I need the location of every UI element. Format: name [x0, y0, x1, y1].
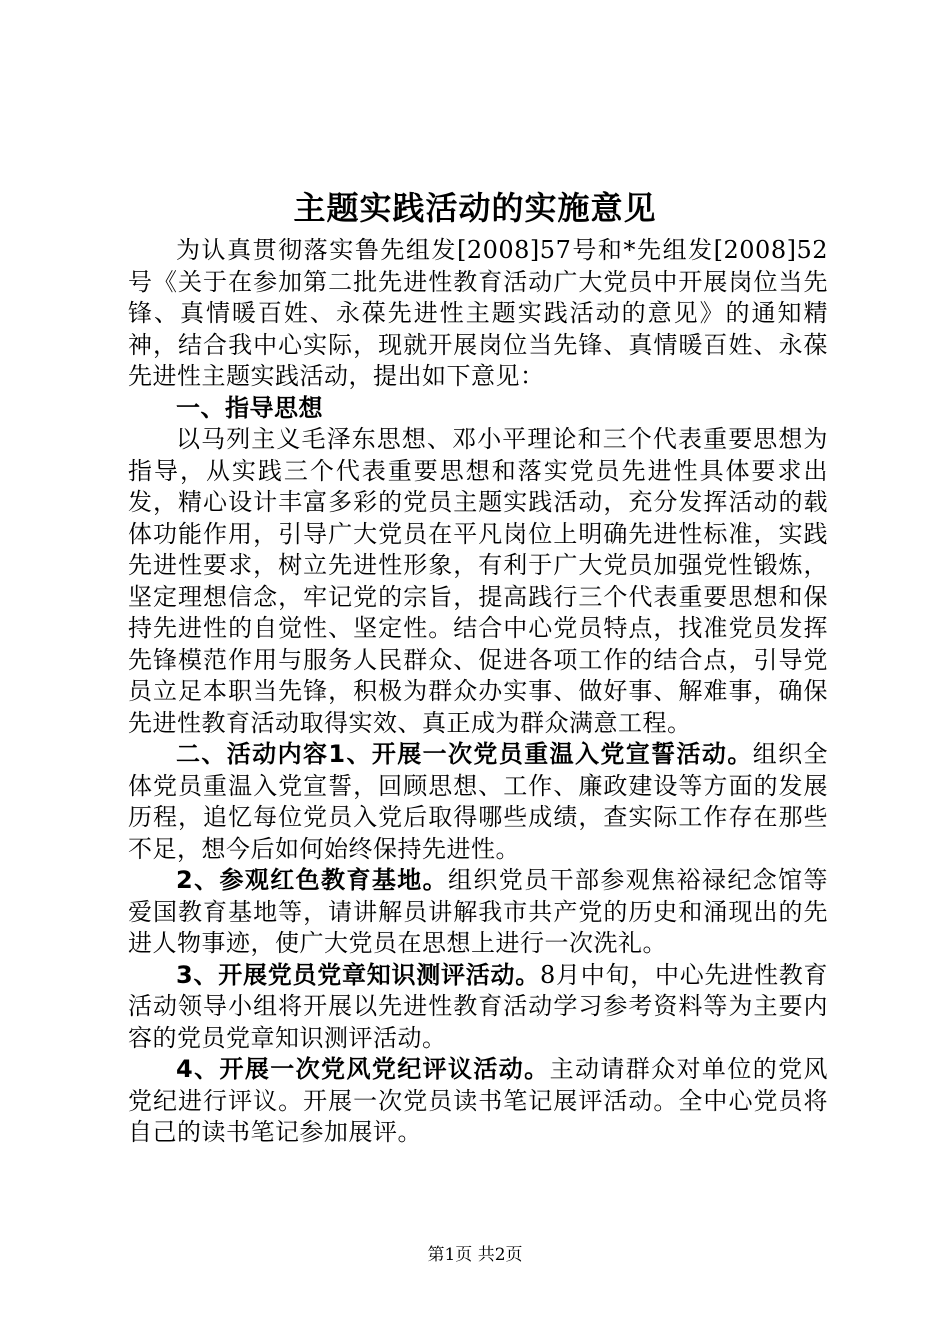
activity-content-heading: 二、活动内容1、开展一次党员重温入党宣誓活动。 [176, 740, 753, 768]
document-body [128, 235, 828, 1149]
item-2-paragraph [128, 865, 828, 960]
guiding-thought-paragraph: 以马列主义毛泽东思想、邓小平理论和三个代表重要思想为指导，从实践三个代表重要思想和落实党员先进性具体要求出发，精心设计丰富多彩的党员主题实践活动，充分发挥活动的载体功能作用，引导广大党员在平凡岗位上明确先进性标准，实践先进性要求，树立先进性形象，有利于广大党员加强党性锻炼，坚定理想信念，牢记党的宗旨，提高践行三个代表重要思想和保持先进性的自觉性、坚定性。结合中心党员特点，找准党员发挥先锋模范作用与服务人民群众、促进各项工作的结合点，引导党员立足本职当先锋，积极为群众办实事、做好事、解难事，确保先进性教育活动取得实效、真正成为群众满意工程。 [128, 425, 828, 737]
item-3-text: 8月中旬，中心先进性教育活动领导小组将开展以先进性教育活动学习参考资料等为主要内容的党员党章知识测评活动。 [128, 960, 828, 1052]
item-4-text: 主动请群众对单位的党风党纪进行评议。开展一次党员读书笔记展评活动。全中心党员将自己的读书笔记参加展评。 [128, 1055, 828, 1146]
item-3-paragraph [128, 960, 828, 1055]
activity-content-paragraph [128, 739, 828, 865]
section-heading-text: 一、指导思想 [176, 393, 323, 422]
intro-paragraph: 为认真贯彻落实鲁先组发[2008]57号和*先组发[2008]52号《关于在参加第二批先进性教育活动广大党员中开展岗位当先锋、真情暖百姓、永葆先进性主题实践活动的意见》的通知精神，结合我中心实际，现就开展岗位当先锋、真情暖百姓、永葆先进性主题实践活动，提出如下意见： [128, 236, 828, 390]
item-4-heading: 4、开展一次党风党纪评议活动。 [176, 1055, 550, 1083]
item-2-heading: 2、参观红色教育基地。 [176, 866, 449, 894]
item-3-heading: 3、开展党员党章知识测评活动。 [176, 960, 540, 989]
activity-content-text: 组织全体党员重温入党宣誓，回顾思想、工作、廉政建设等方面的发展历程，追忆每位党员入党后取得哪些成绩，查实际工作存在那些不足，想今后如何始终保持先进性。 [128, 740, 829, 863]
document-title: 主题实践活动的实施意见 [293, 189, 657, 227]
page-footer: 第1页 共2页 [427, 1245, 523, 1265]
item-2-text: 组织党员干部参观焦裕禄纪念馆等爱国教育基地等，请讲解员讲解我市共产党的历史和涌现出的先进人物事迹，使广大党员在思想上进行一次洗礼。 [128, 866, 829, 957]
section-heading-guiding-thought [128, 393, 828, 425]
item-4-paragraph [128, 1054, 828, 1149]
